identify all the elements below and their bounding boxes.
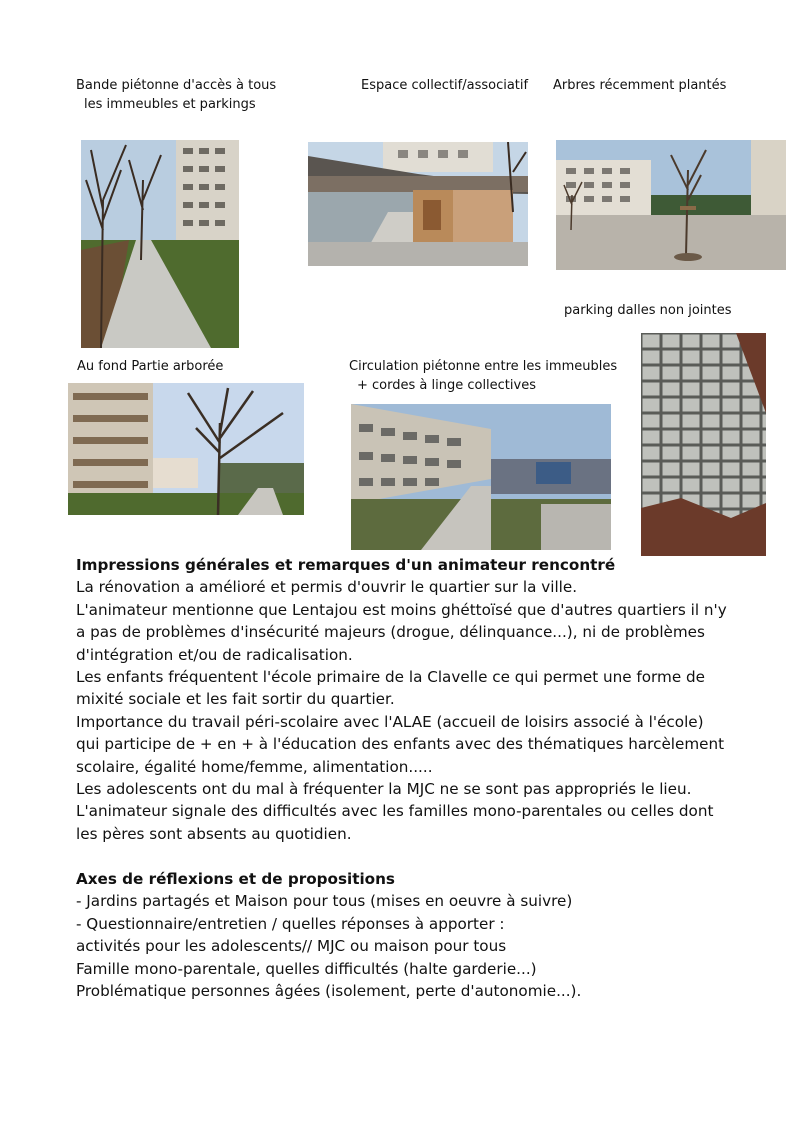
caption-circulation-line2: + cordes à linge collectives: [357, 378, 536, 393]
impressions-line: mixité sociale et les fait sortir du quartier.: [76, 690, 395, 709]
photo-bande-pietonne: [81, 140, 239, 348]
caption-parking-dalles: parking dalles non jointes: [564, 303, 732, 318]
axes-line: Famille mono-parentale, quelles difficultés (halte garderie...): [76, 959, 537, 978]
impressions-line: d'intégration et/ou de radicalisation.: [76, 645, 353, 664]
axes-title: Axes de réflexions et de propositions: [76, 870, 395, 888]
caption-bande-pietonne-line2: les immeubles et parkings: [84, 97, 256, 112]
caption-espace-collectif: Espace collectif/associatif: [361, 78, 529, 93]
impressions-line: les pères sont absents au quotidien.: [76, 824, 352, 843]
axes-line: - Questionnaire/entretien / quelles réponses à apporter :: [76, 914, 505, 933]
photo-circulation-pietonne: [351, 404, 611, 550]
photo-espace-collectif: [308, 142, 528, 266]
section-axes: [76, 868, 736, 1002]
photo-parking-dalles: [641, 333, 766, 556]
caption-circulation-line1: Circulation piétonne entre les immeubles: [349, 359, 618, 374]
photo-arbres-plantes: [556, 140, 786, 270]
impressions-line: Les enfants fréquentent l'école primaire de la Clavelle ce qui permet une forme de: [76, 668, 705, 687]
impressions-line: a pas de problèmes d'insécurité majeurs (drogue, délinquance...), ni de problèmes: [76, 623, 705, 642]
impressions-line: La rénovation a amélioré et permis d'ouvrir le quartier sur la ville.: [76, 578, 578, 597]
impressions-line: scolaire, égalité home/femme, alimentation.....: [76, 757, 433, 776]
caption-bande-pietonne-line1: Bande piétonne d'accès à tous: [76, 78, 277, 93]
caption-partie-arboree: Au fond Partie arborée: [77, 359, 224, 374]
impressions-line: Les adolescents ont du mal à fréquenter la MJC ne se sont pas appropriés le lieu.: [76, 780, 692, 799]
impressions-line: L'animateur mentionne que Lentajou est moins ghéttoïsé que d'autres quartiers il n'y: [76, 600, 727, 619]
caption-arbres-plantes: Arbres récemment plantés: [553, 78, 727, 93]
axes-line: activités pour les adolescents// MJC ou maison pour tous: [76, 937, 507, 956]
axes-line: - Jardins partagés et Maison pour tous (mises en oeuvre à suivre): [76, 892, 573, 911]
photo-partie-arboree: [68, 383, 304, 515]
impressions-line: L'animateur signale des difficultés avec les familles mono-parentales ou celles dont: [76, 802, 714, 821]
impressions-line: qui participe de + en + à l'éducation des enfants avec des thématiques harcèlement: [76, 735, 725, 754]
impressions-line: Importance du travail péri-scolaire avec l'ALAE (accueil de loisirs associé à l'école): [76, 712, 704, 731]
section-impressions: [76, 554, 736, 845]
impressions-title: Impressions générales et remarques d'un animateur rencontré: [76, 556, 616, 574]
axes-line: Problématique personnes âgées (isolement, perte d'autonomie...).: [76, 982, 582, 1001]
